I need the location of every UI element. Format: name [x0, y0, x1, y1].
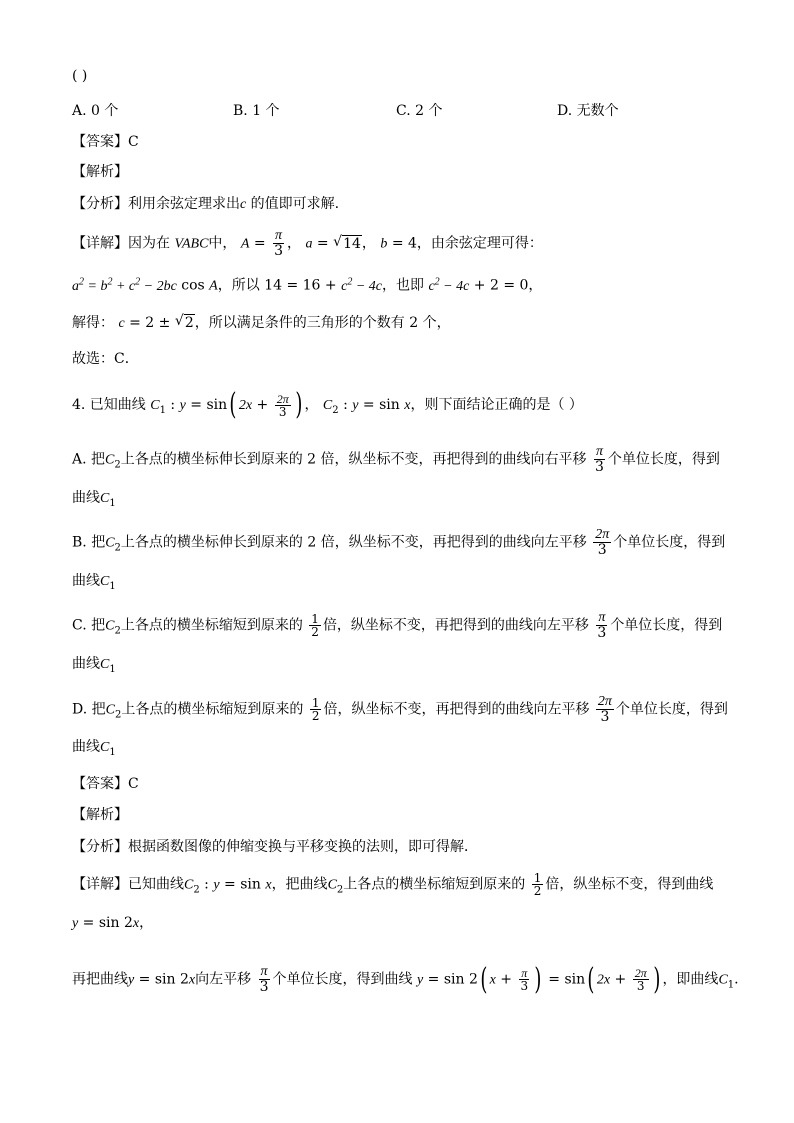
- q3-option-c: C. 2 个: [396, 103, 443, 119]
- q3-fenxi: 【分析】利用余弦定理求出c 的值即可求解.: [72, 196, 340, 212]
- q4-option-b-cont: 曲线$C_1$: [72, 573, 116, 592]
- q3-analysis-heading: 【解析】: [72, 164, 128, 180]
- q4-stem: 4. 已知曲线 $C_1$ : y = sin( 2x + $\frac{2\pi}{3}$ ) ， $C_2$ : y = sin x，则下面结论正确的是（ ）: [72, 387, 583, 422]
- pi-over-3-fraction: $\frac{\pi}{3}$: [274, 228, 283, 259]
- q4-xiangjie: 【详解】已知曲线$C_2$ : y = sin x，把曲线$C_2$上各点的横坐标缩短到原来的 $\frac{1}{2}$ 倍，纵坐标不变，得到曲线: [72, 871, 714, 898]
- q4-option-a-cont: 曲线$C_1$: [72, 490, 116, 509]
- q3-paren: ( ): [72, 68, 88, 84]
- q3-option-d: D. 无数个: [557, 103, 619, 119]
- q3-choose: 故选：C．: [72, 351, 139, 367]
- q4-final-line: 再把曲线y = sin 2x向左平移 $\frac{\pi}{3}$ 个单位长度，得到曲线 y = sin 2( x + $\frac{\pi}{3}$ ) = sin( 2x + $\frac{2\pi}{3}$ ) ，即曲线$C_1$.: [72, 961, 739, 997]
- q3-answer: 【答案】C: [72, 134, 139, 150]
- q3-cosine-law-line: $a^2 = b^2 + c^2 - 2bc$ cos A，所以 $14 = 16 + c^2 - 4c$，也即 $c^2 - 4c + 2 = 0$，: [72, 276, 543, 294]
- sqrt-2: √ 2: [174, 313, 194, 331]
- q4-xiangjie-cont: y = sin 2x，: [72, 915, 154, 931]
- q3-option-a: A. 0 个: [72, 103, 119, 119]
- q4-option-d: D. 把$C_2$上各点的横坐标缩短到原来的 $\frac{1}{2}$ 倍，纵坐标不变，再把得到的曲线向左平移 $\frac{2\pi}{3}$ 个单位长度，得到: [72, 694, 728, 725]
- q4-fenxi: 【分析】根据函数图像的伸缩变换与平移变换的法则，即可得解．: [72, 839, 478, 855]
- q3-option-b: B. 1 个: [233, 103, 280, 119]
- q4-option-d-cont: 曲线$C_1$: [72, 739, 116, 758]
- q3-xiangjie: 【详解】因为在 VABC中， A = $\frac{\pi}{3}$ ， a = √ 14， b = 4，由余弦定理可得：: [72, 228, 543, 259]
- q4-option-c-cont: 曲线$C_1$: [72, 656, 116, 675]
- q4-option-c: C. 把$C_2$上各点的横坐标缩短到原来的 $\frac{1}{2}$ 倍，纵坐标不变，再把得到的曲线向左平移 $\frac{\pi}{3}$ 个单位长度，得到: [72, 610, 723, 641]
- q4-option-a: A. 把$C_2$上各点的横坐标伸长到原来的 2 倍，纵坐标不变，再把得到的曲线向右平移 $\frac{\pi}{3}$ 个单位长度，得到: [72, 444, 720, 475]
- q3-solution: 解得： c = 2 ± √ 2，所以满足条件的三角形的个数有 2 个，: [72, 313, 451, 331]
- q4-option-b: B. 把$C_2$上各点的横坐标伸长到原来的 2 倍，纵坐标不变，再把得到的曲线向左平移 $\frac{2\pi}{3}$ 个单位长度，得到: [72, 527, 726, 558]
- q4-answer: 【答案】C: [72, 776, 139, 792]
- sqrt-14: √ 14: [333, 233, 361, 252]
- q4-analysis-heading: 【解析】: [72, 807, 128, 823]
